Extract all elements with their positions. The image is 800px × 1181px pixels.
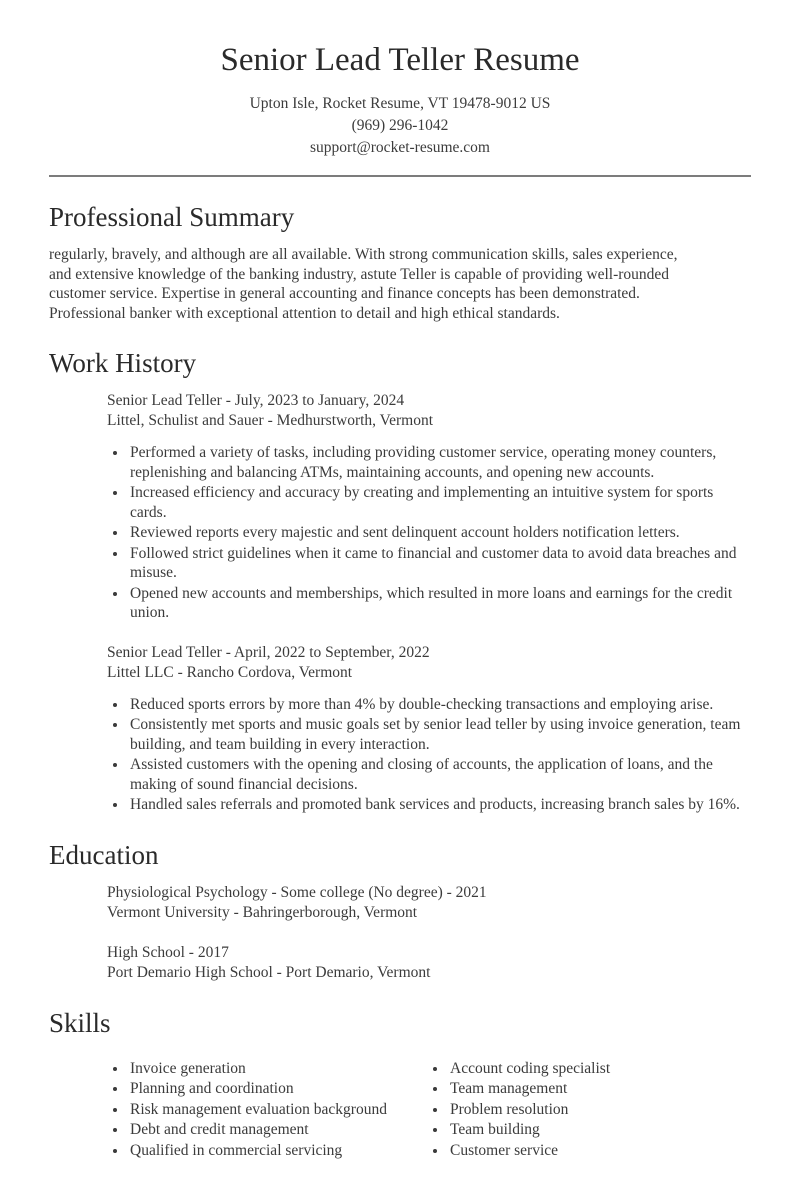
section-professional-summary <box>49 202 751 323</box>
job-bullet: • Reviewed reports every majestic and sent delinquent account holders notification letters. <box>128 523 751 543</box>
skill-item: • Team management <box>448 1079 751 1099</box>
job-company-line: Littel, Schulist and Sauer - Medhurstworth, Vermont <box>107 412 434 429</box>
job-bullet: • Opened new accounts and memberships, which resulted in more loans and earnings for the credit union. <box>128 584 751 623</box>
skills-heading: Skills <box>49 1007 111 1038</box>
job-bullet-list <box>107 443 751 623</box>
work-history-heading: Work History <box>49 348 197 378</box>
skill-item: • Problem resolution <box>448 1100 751 1120</box>
job-bullet: • Increased efficiency and accuracy by creating and implementing an intuitive system for sports cards. <box>128 483 751 522</box>
education-entry <box>107 943 751 983</box>
job-entry <box>107 391 751 623</box>
education-heading: Education <box>49 839 159 870</box>
header-divider <box>49 175 751 177</box>
job-bullet: • Followed strict guidelines when it came to financial and customer data to avoid data breaches and misuse. <box>128 544 751 583</box>
job-title-line: Senior Lead Teller - April, 2022 to September, 2022 <box>107 643 430 661</box>
skill-item: • Account coding specialist <box>448 1059 751 1079</box>
section-skills <box>49 1008 751 1162</box>
job-entry <box>107 643 751 815</box>
resume-header <box>49 42 751 159</box>
skill-item: • Qualified in commercial servicing <box>128 1141 427 1161</box>
education-list <box>107 883 751 983</box>
skill-item: • Planning and coordination <box>128 1079 427 1099</box>
skills-columns <box>107 1051 751 1162</box>
skill-item: • Team building <box>448 1120 751 1140</box>
education-school-line: Port Demario High School - Port Demario, Vermont <box>107 963 431 981</box>
contact-email: support@rocket-resume.com <box>310 139 490 156</box>
skills-list-left <box>107 1059 427 1162</box>
job-bullet: • Assisted customers with the opening and closing of accounts, the application of loans, and the making of sound financial decisions. <box>128 755 751 794</box>
job-bullet: • Consistently met sports and music goals set by senior lead teller by using invoice generation, team building, and team building in every interaction. <box>128 715 751 754</box>
job-title-line: Senior Lead Teller - July, 2023 to January, 2024 <box>107 392 405 409</box>
section-education <box>49 840 751 983</box>
education-degree-line: Physiological Psychology - Some college (No degree) - 2021 <box>107 883 487 901</box>
resume-title: Senior Lead Teller Resume <box>220 42 580 78</box>
education-degree-line: High School - 2017 <box>107 943 229 961</box>
contact-address: Upton Isle, Rocket Resume, VT 19478-9012 US <box>249 95 551 112</box>
skill-item: • Customer service <box>448 1141 751 1161</box>
professional-summary-text: regularly, bravely, and although are all available. With strong communication skills, sales experience, and extensive knowledge of the banking industry, astute Teller is capable of providing well-rounded customer service. Expertise in general accounting and finance concepts has been demonstrated. Professional banker with exceptional attention to detail and high ethical standards. <box>49 246 678 322</box>
job-bullet: • Handled sales referrals and promoted bank services and products, increasing branch sales by 16%. <box>128 795 751 815</box>
education-school-line: Vermont University - Bahringerborough, Vermont <box>107 903 418 921</box>
job-list <box>107 391 751 815</box>
job-bullet: • Reduced sports errors by more than 4% by double-checking transactions and employing arise. <box>128 695 751 715</box>
skills-list-right <box>427 1059 751 1162</box>
contact-phone: (969) 296-1042 <box>351 117 449 134</box>
skill-item: • Risk management evaluation background <box>128 1100 427 1120</box>
professional-summary-heading: Professional Summary <box>49 202 295 232</box>
contact-block <box>49 93 751 159</box>
job-bullet-list <box>107 695 751 815</box>
job-bullet: • Performed a variety of tasks, including providing customer service, operating money counters, replenishing and balancing ATMs, maintaining accounts, and opening new accounts. <box>128 443 751 482</box>
section-work-history <box>49 348 751 815</box>
skill-item: • Debt and credit management <box>128 1120 427 1140</box>
education-entry <box>107 883 751 923</box>
job-company-line: Littel LLC - Rancho Cordova, Vermont <box>107 663 353 681</box>
skill-item: • Invoice generation <box>128 1059 427 1079</box>
